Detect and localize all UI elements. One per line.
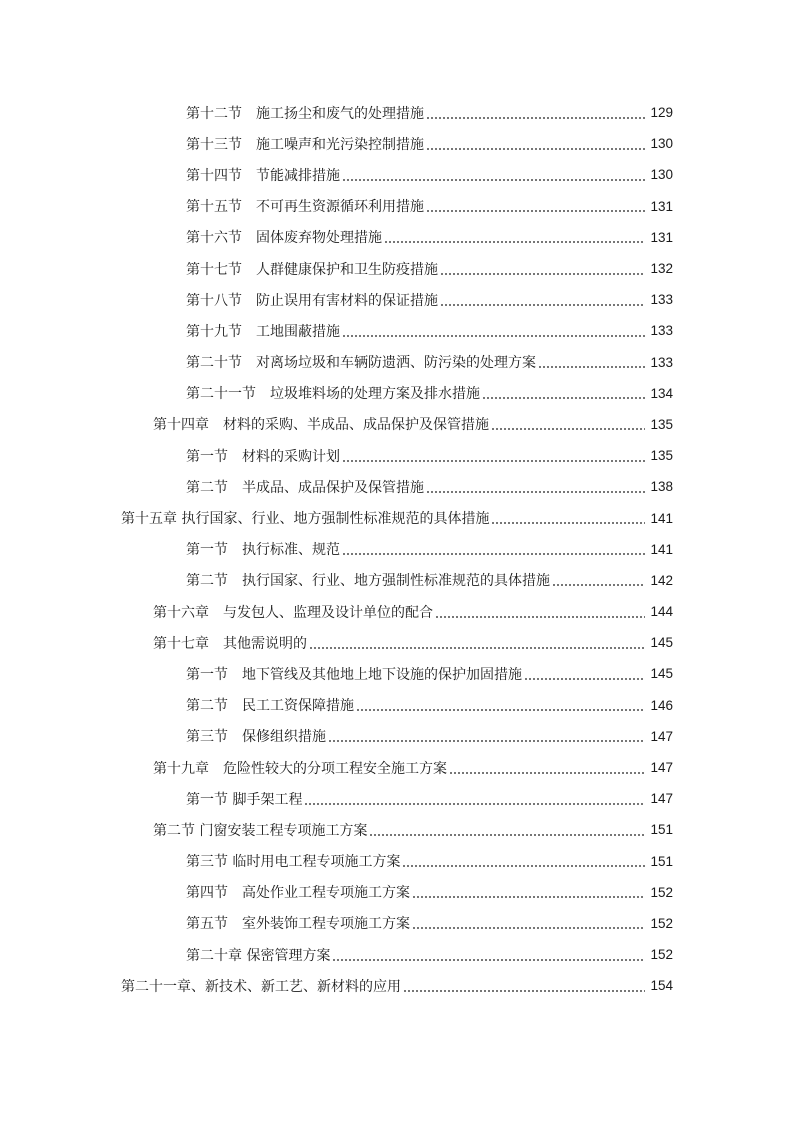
- toc-entry-title: 第十八节 防止误用有害材料的保证措施: [186, 292, 438, 309]
- toc-entry[interactable]: [0, 970, 793, 1001]
- toc-entry-page-number: 152: [650, 947, 673, 963]
- dot-leader: [440, 262, 645, 276]
- toc-entry-title: 第五节 室外装饰工程专项施工方案: [186, 916, 410, 933]
- toc-entry-title: 第十六章 与发包人、监理及设计单位的配合: [153, 604, 433, 621]
- toc-entry-title: 第十五节 不可再生资源循环利用措施: [186, 199, 424, 216]
- toc-entry-page-number: 152: [650, 915, 673, 931]
- toc-entry[interactable]: [0, 877, 793, 908]
- toc-entry[interactable]: [0, 440, 793, 471]
- toc-entry-page-number: 132: [650, 261, 673, 277]
- toc-entry-title: 第十四章 材料的采购、半成品、成品保护及保管措施: [153, 417, 489, 434]
- toc-entry[interactable]: [0, 908, 793, 939]
- toc-entry[interactable]: [0, 596, 793, 627]
- toc-entry-page-number: 147: [650, 760, 673, 776]
- toc-entry-page-number: 130: [650, 136, 673, 152]
- toc-entry[interactable]: [0, 253, 793, 284]
- toc-entry-page-number: 131: [650, 229, 673, 245]
- dot-leader: [412, 885, 645, 899]
- dot-leader: [342, 449, 645, 463]
- toc-entry[interactable]: [0, 315, 793, 346]
- toc-entry-title: 第三节 保修组织措施: [186, 729, 326, 746]
- toc-entry-title: 第十六节 固体废弃物处理措施: [186, 230, 382, 247]
- toc-entry-page-number: 144: [650, 604, 673, 620]
- dot-leader: [426, 480, 645, 494]
- toc-entry-page-number: 135: [650, 448, 673, 464]
- toc-entry-title: 第三节 临时用电工程专项施工方案: [186, 854, 401, 871]
- dot-leader: [552, 573, 645, 587]
- dot-leader: [491, 511, 645, 525]
- dot-leader: [403, 979, 645, 993]
- toc-entry-page-number: 146: [650, 697, 673, 713]
- toc-entry-title: 第十七章 其他需说明的: [153, 635, 307, 652]
- dot-leader: [402, 854, 645, 868]
- toc-entry-title: 第四节 高处作业工程专项施工方案: [186, 885, 410, 902]
- toc-entry-title: 第一节 地下管线及其他地上地下设施的保护加固措施: [186, 666, 522, 683]
- dot-leader: [524, 667, 645, 681]
- toc-entry[interactable]: [0, 222, 793, 253]
- toc-entry-title: 第十二节 施工扬尘和废气的处理措施: [186, 105, 424, 122]
- toc-entry-title: 第二节 执行国家、行业、地方强制性标准规范的具体措施: [186, 573, 550, 590]
- dot-leader: [426, 106, 645, 120]
- toc-entry-title: 第二节 门窗安装工程专项施工方案: [153, 822, 368, 839]
- toc-entry-page-number: 151: [650, 822, 673, 838]
- table-of-contents: [0, 97, 793, 1001]
- toc-entry[interactable]: [0, 159, 793, 190]
- toc-entry-title: 第十九章 危险性较大的分项工程安全施工方案: [153, 760, 447, 777]
- toc-entry[interactable]: [0, 690, 793, 721]
- toc-entry[interactable]: [0, 347, 793, 378]
- toc-entry-title: 第二十节 对离场垃圾和车辆防遗洒、防污染的处理方案: [186, 355, 536, 372]
- toc-entry[interactable]: [0, 783, 793, 814]
- dot-leader: [328, 729, 645, 743]
- toc-entry-page-number: 151: [650, 853, 673, 869]
- dot-leader: [426, 137, 645, 151]
- dot-leader: [538, 355, 645, 369]
- dot-leader: [482, 386, 645, 400]
- dot-leader: [332, 948, 645, 962]
- toc-entry-page-number: 147: [650, 791, 673, 807]
- toc-entry-page-number: 142: [650, 572, 673, 588]
- toc-entry-page-number: 141: [650, 541, 673, 557]
- toc-entry[interactable]: [0, 409, 793, 440]
- toc-entry[interactable]: [0, 284, 793, 315]
- toc-entry-title: 第十五章 执行国家、行业、地方强制性标准规范的具体措施: [121, 511, 490, 528]
- toc-entry-page-number: 147: [650, 728, 673, 744]
- toc-entry-page-number: 130: [650, 167, 673, 183]
- toc-entry-page-number: 133: [650, 292, 673, 308]
- toc-entry[interactable]: [0, 752, 793, 783]
- toc-entry-page-number: 138: [650, 479, 673, 495]
- toc-entry-page-number: 145: [650, 635, 673, 651]
- toc-entry-title: 第二十章 保密管理方案: [186, 947, 331, 964]
- toc-entry-page-number: 133: [650, 323, 673, 339]
- toc-entry-title: 第十七节 人群健康保护和卫生防疫措施: [186, 261, 438, 278]
- toc-entry-page-number: 129: [650, 105, 673, 121]
- toc-entry[interactable]: [0, 471, 793, 502]
- toc-entry[interactable]: [0, 814, 793, 845]
- toc-entry-title: 第二十一节 垃圾堆料场的处理方案及排水措施: [186, 386, 480, 403]
- toc-entry[interactable]: [0, 627, 793, 658]
- toc-entry-title: 第一节 脚手架工程: [186, 791, 303, 808]
- dot-leader: [449, 761, 645, 775]
- toc-entry[interactable]: [0, 939, 793, 970]
- dot-leader: [426, 199, 645, 213]
- toc-entry-page-number: 133: [650, 354, 673, 370]
- toc-entry-title: 第十四节 节能减排措施: [186, 167, 340, 184]
- toc-entry[interactable]: [0, 565, 793, 596]
- toc-entry-title: 第一节 材料的采购计划: [186, 448, 340, 465]
- dot-leader: [342, 542, 645, 556]
- dot-leader: [309, 636, 645, 650]
- dot-leader: [356, 698, 645, 712]
- toc-entry[interactable]: [0, 128, 793, 159]
- toc-entry-title: 第一节 执行标准、规范: [186, 542, 340, 559]
- toc-entry[interactable]: [0, 502, 793, 533]
- toc-entry[interactable]: [0, 97, 793, 128]
- toc-entry-title: 第二节 半成品、成品保护及保管措施: [186, 479, 424, 496]
- dot-leader: [384, 230, 645, 244]
- dot-leader: [369, 823, 645, 837]
- toc-entry[interactable]: [0, 378, 793, 409]
- toc-entry-title: 第十三节 施工噪声和光污染控制措施: [186, 136, 424, 153]
- dot-leader: [304, 792, 645, 806]
- toc-entry-title: 第二十一章、新技术、新工艺、新材料的应用: [121, 978, 401, 995]
- dot-leader: [412, 916, 645, 930]
- dot-leader: [342, 324, 645, 338]
- toc-entry[interactable]: [0, 191, 793, 222]
- toc-entry-title: 第二节 民工工资保障措施: [186, 698, 354, 715]
- toc-entry-page-number: 131: [650, 198, 673, 214]
- toc-entry-title: 第十九节 工地围蔽措施: [186, 323, 340, 340]
- toc-entry[interactable]: [0, 721, 793, 752]
- toc-entry-page-number: 152: [650, 884, 673, 900]
- toc-entry-page-number: 135: [650, 416, 673, 432]
- toc-entry-page-number: 134: [650, 385, 673, 401]
- toc-entry-page-number: 154: [650, 978, 673, 994]
- dot-leader: [342, 168, 645, 182]
- toc-entry[interactable]: [0, 846, 793, 877]
- toc-entry-page-number: 141: [650, 510, 673, 526]
- toc-entry-page-number: 145: [650, 666, 673, 682]
- dot-leader: [440, 293, 645, 307]
- toc-entry[interactable]: [0, 658, 793, 689]
- dot-leader: [435, 605, 645, 619]
- toc-entry[interactable]: [0, 534, 793, 565]
- dot-leader: [491, 417, 645, 431]
